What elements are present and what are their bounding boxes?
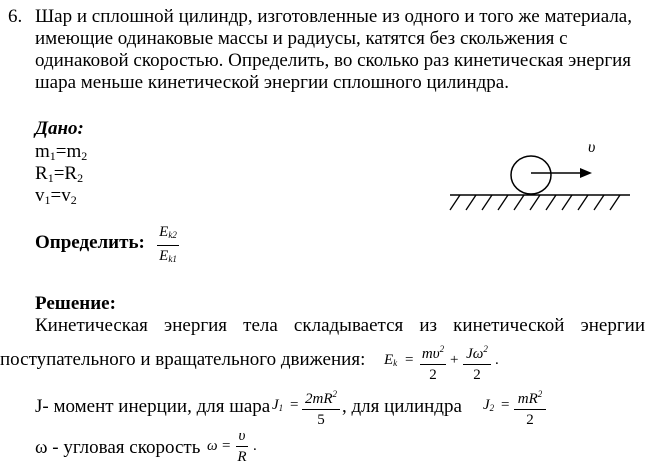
solution-line-1: Кинетическая энергия тела складывается из кинетической энергии: [35, 315, 645, 336]
omega-lhs: ω: [207, 438, 218, 454]
j1-equals: =: [290, 397, 299, 413]
ek-equals: =: [405, 352, 414, 368]
given-mass: $m_1=m_2$: [35, 141, 88, 163]
ek-plus: +: [450, 352, 459, 368]
ek-term-rotational: $J\omega^2$ 2: [463, 341, 491, 383]
ek-term-translational: $m\upsilon^2$ 2: [421, 344, 445, 383]
find-ratio: Ek2 Ek1: [157, 224, 179, 267]
velocity-arrowhead: [580, 168, 592, 178]
j2-equals: =: [501, 397, 510, 413]
solution-heading: Решение:: [35, 293, 116, 314]
given-velocity: $v_1=v_2$: [35, 185, 77, 207]
ground-hatching: [450, 195, 620, 210]
omega-period: .: [253, 438, 257, 454]
solution-line-3b: , для цилиндра: [342, 396, 462, 417]
problem-line-1: Шар и сплошной цилиндр, изготовленные из одного и того же материала,: [35, 6, 632, 27]
solution-line-2: поступательного и вращательного движения:: [0, 349, 366, 370]
find-label: Определить:: [35, 232, 145, 253]
problem-line-2: имеющие одинаковые массы и радиусы, катятся без скольжения с: [35, 28, 568, 49]
problem-line-4: шара меньше кинетической энергии сплошного цилиндра.: [35, 72, 509, 93]
solution-line-4: ω - угловая скорость: [35, 437, 201, 458]
ek-lhs: Ek: [384, 352, 398, 368]
velocity-label: υ: [588, 139, 596, 156]
j1-fraction: $2mR^2$ 5: [302, 386, 340, 428]
given-heading: Дано:: [35, 118, 84, 139]
omega-equals: =: [222, 438, 231, 454]
j2-lhs: J2: [483, 397, 495, 413]
j2-fraction: $mR^2$ 2: [514, 386, 546, 428]
given-radius: $R_1=R_2$: [35, 163, 84, 185]
ek-period: .: [495, 352, 499, 368]
problem-line-3: одинаковой скоростью. Определить, во сколько раз кинетическая энергия: [35, 50, 632, 71]
solution-line-3a: J- момент инерции, для шара: [35, 396, 271, 417]
rolling-body-diagram: [440, 130, 640, 220]
problem-number: 6.: [8, 6, 23, 27]
omega-fraction: υ R: [237, 428, 247, 465]
j1-lhs: J1: [272, 397, 284, 413]
rolling-body: [511, 156, 551, 194]
